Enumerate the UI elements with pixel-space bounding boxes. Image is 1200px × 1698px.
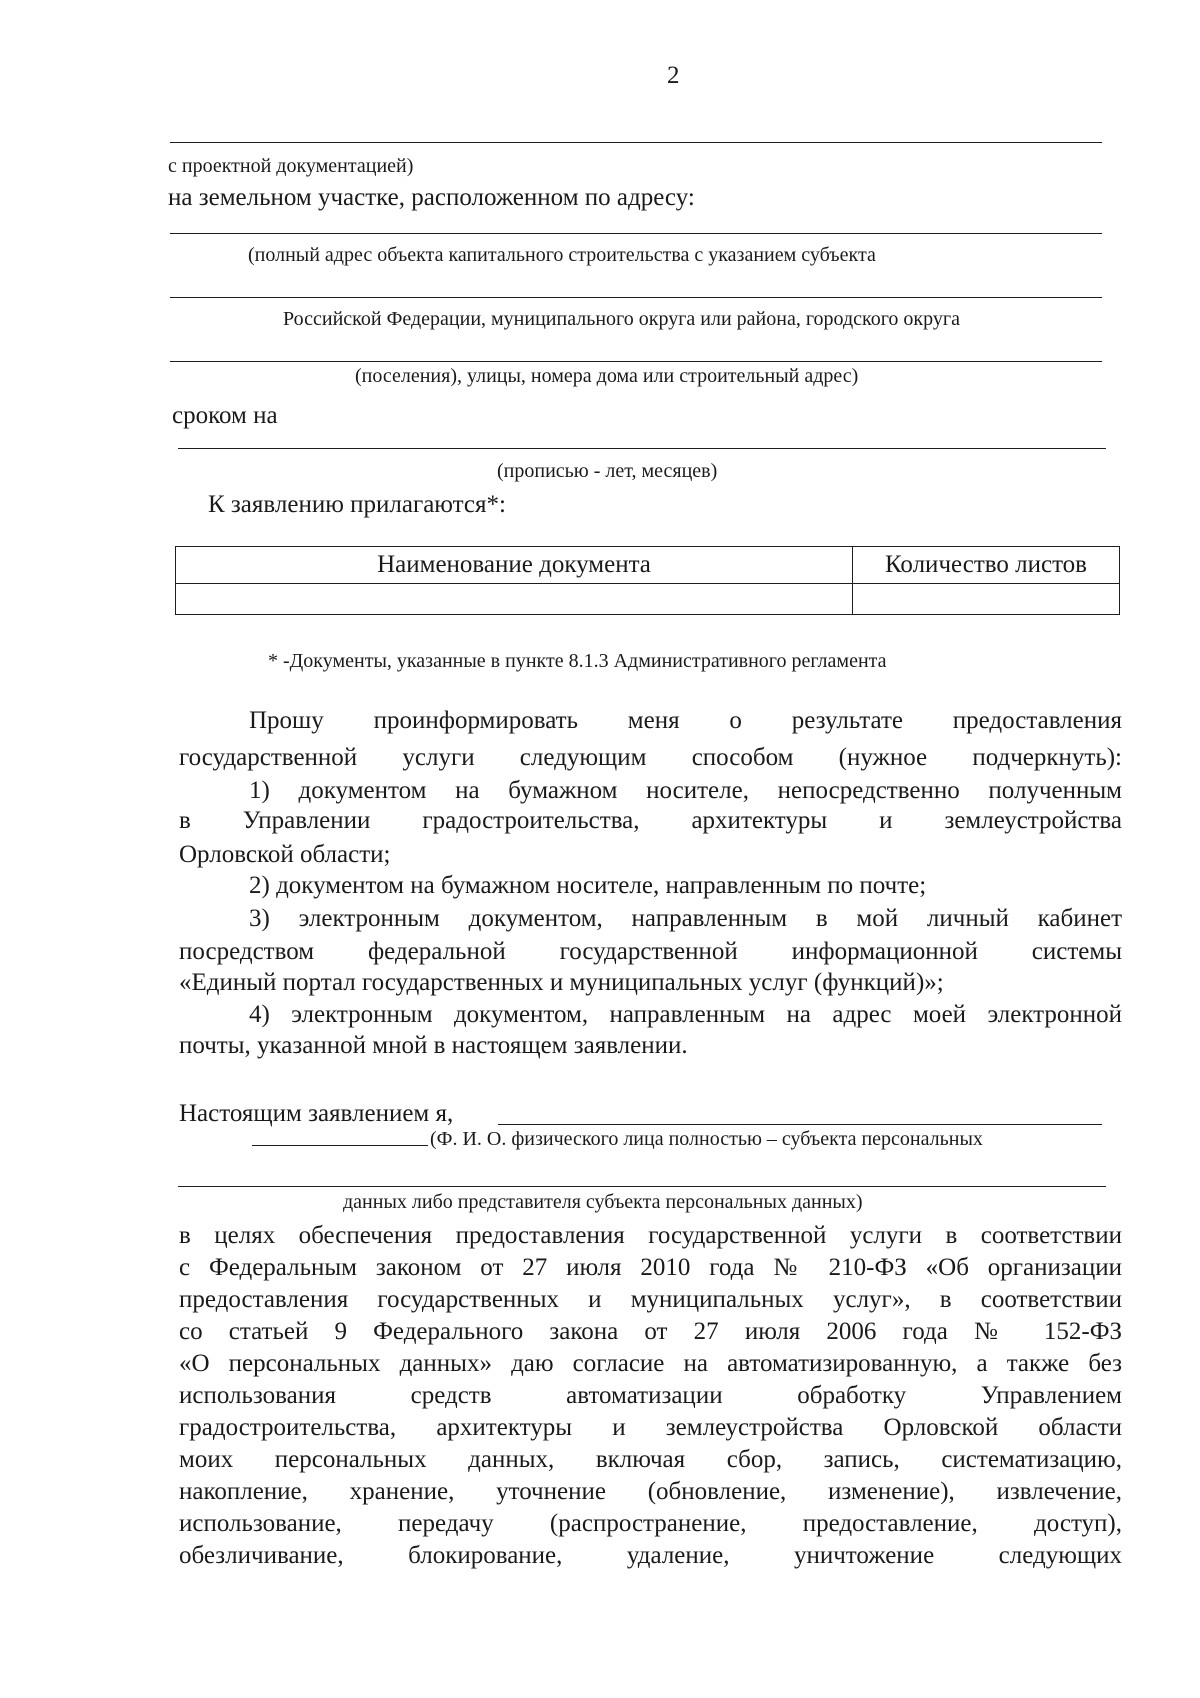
page-number: 2 bbox=[667, 62, 680, 89]
address-caption-2: Российской Федерации, муниципального округа или района, городского округа bbox=[283, 308, 960, 330]
address-caption-1: (полный адрес объекта капитального строительства с указанием субъекта bbox=[248, 244, 876, 266]
name-line-short bbox=[252, 1145, 428, 1146]
consent-line: предоставления государственных и муниципальных услуг», в соответствии bbox=[179, 1286, 1122, 1313]
request-line: в Управлении градостроительства, архитектуры и землеустройства bbox=[179, 807, 1122, 834]
term-caption: (прописью - лет, месяцев) bbox=[497, 460, 718, 482]
request-option-4: 4) электронным документом, направленным на адрес моей электронной bbox=[249, 1001, 1122, 1028]
land-address-label: на земельном участке, расположенном по адресу: bbox=[168, 184, 695, 211]
consent-caption-1: (Ф. И. О. физического лица полностью – субъекта персональных bbox=[430, 1128, 983, 1150]
address-line-1 bbox=[170, 233, 1102, 234]
consent-line: моих персональных данных, включая сбор, запись, систематизацию, bbox=[179, 1446, 1122, 1473]
request-line: почты, указанной мной в настоящем заявлении. bbox=[179, 1032, 688, 1059]
term-line bbox=[178, 448, 1106, 449]
request-line: Прошу проинформировать меня о результате предоставления bbox=[249, 707, 1122, 734]
request-line: Орловской области; bbox=[179, 841, 391, 868]
term-label: сроком на bbox=[172, 402, 278, 429]
col-header-sheet-count: Количество листов bbox=[853, 547, 1120, 584]
request-line: посредством федеральной государственной информационной системы bbox=[179, 938, 1122, 965]
attachments-heading: К заявлению прилагаются*: bbox=[208, 491, 506, 518]
consent-intro: Настоящим заявлением я, bbox=[179, 1100, 454, 1127]
address-line-3 bbox=[170, 361, 1102, 362]
fill-line bbox=[170, 142, 1102, 143]
request-line: государственной услуги следующим способом (нужное подчеркнуть): bbox=[179, 744, 1122, 771]
consent-line: накопление, хранение, уточнение (обновление, изменение), извлечение, bbox=[179, 1478, 1122, 1505]
consent-line: градостроительства, архитектуры и землеустройства Орловской области bbox=[179, 1414, 1122, 1441]
consent-line: с Федеральным законом от 27 июля 2010 года № 210-ФЗ «Об организации bbox=[179, 1254, 1122, 1281]
request-option-3: 3) электронным документом, направленным в мой личный кабинет bbox=[249, 905, 1122, 932]
footnote: * -Документы, указанные в пункте 8.1.3 Административного регламента bbox=[268, 650, 887, 672]
request-line: «Единый портал государственных и муниципальных услуг (функций)»; bbox=[179, 969, 944, 996]
address-caption-3: (поселения), улицы, номера дома или строительный адрес) bbox=[355, 365, 859, 387]
attachments-table bbox=[175, 546, 1120, 615]
table-cell-empty bbox=[176, 584, 853, 615]
name-line bbox=[498, 1124, 1102, 1125]
request-option-1: 1) документом на бумажном носителе, непосредственно полученным bbox=[249, 777, 1122, 804]
consent-line: обезличивание, блокирование, удаление, уничтожение следующих bbox=[179, 1542, 1122, 1569]
address-line-2 bbox=[170, 297, 1102, 298]
consent-line: «О персональных данных» даю согласие на автоматизированную, а также без bbox=[179, 1350, 1122, 1377]
request-option-2: 2) документом на бумажном носителе, направленным по почте; bbox=[249, 872, 927, 899]
table-cell-empty bbox=[853, 584, 1120, 615]
consent-line: использование, передачу (распространение, предоставление, доступ), bbox=[179, 1510, 1122, 1537]
consent-line: использования средств автоматизации обработку Управлением bbox=[179, 1382, 1122, 1409]
consent-line: в целях обеспечения предоставления государственной услуги в соответствии bbox=[179, 1222, 1122, 1249]
project-doc-caption: с проектной документацией) bbox=[168, 155, 414, 177]
name-line-2 bbox=[178, 1186, 1106, 1187]
consent-caption-2: данных либо представителя субъекта персональных данных) bbox=[343, 1191, 863, 1213]
col-header-document-name: Наименование документа bbox=[176, 547, 853, 584]
consent-line: со статьей 9 Федерального закона от 27 июля 2006 года № 152-ФЗ bbox=[179, 1318, 1122, 1345]
